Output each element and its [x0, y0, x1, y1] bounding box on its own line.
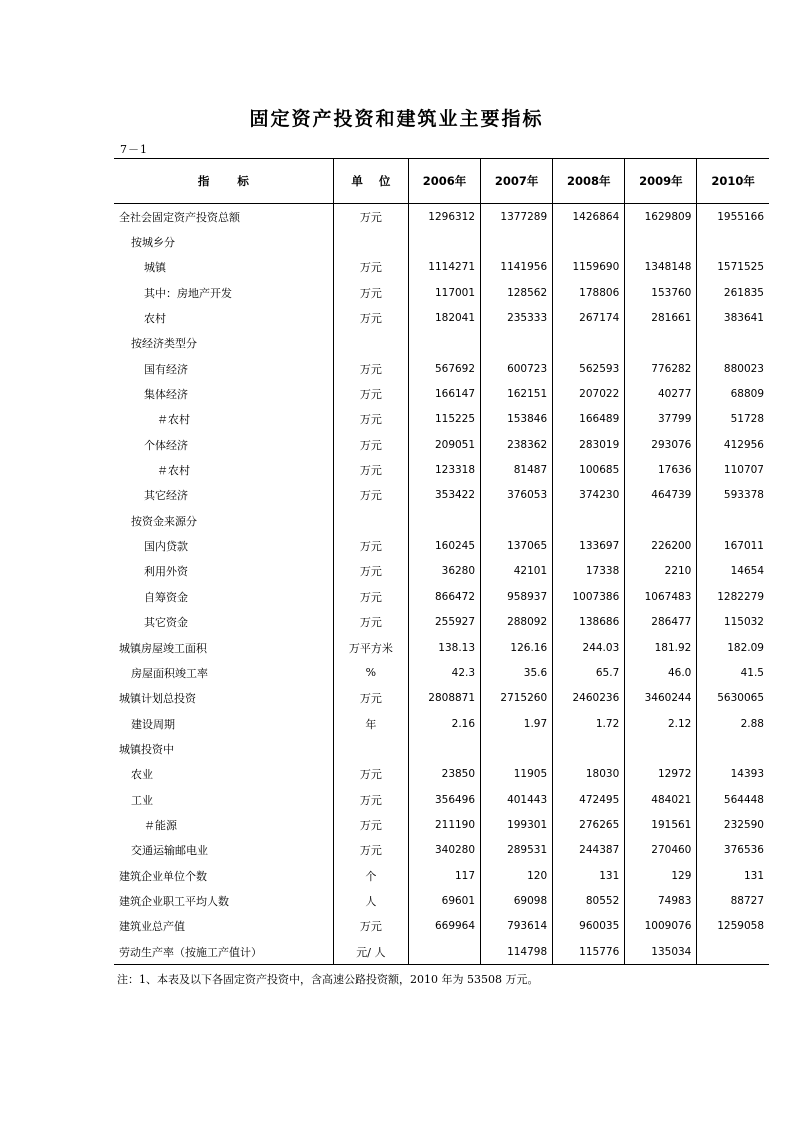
row-indicator: 工业	[131, 793, 153, 807]
table-row	[114, 939, 769, 965]
row-value	[553, 229, 625, 254]
row-value: 484021	[625, 787, 697, 812]
row-indicator: 国内贷款	[144, 540, 188, 554]
row-value: 74983	[625, 888, 697, 913]
row-unit	[333, 736, 408, 761]
table-row	[114, 584, 769, 609]
row-value: 199301	[481, 812, 553, 837]
row-value: 1009076	[625, 914, 697, 939]
header-year: 2006年	[408, 159, 480, 204]
header-year: 2008年	[553, 159, 625, 204]
row-indicator: 全社会固定资产投资总额	[119, 210, 240, 224]
row-value: 244.03	[553, 635, 625, 660]
row-value: 115776	[553, 939, 625, 965]
row-value: 14654	[697, 559, 769, 584]
row-value: 1007386	[553, 584, 625, 609]
header-year: 2007年	[481, 159, 553, 204]
table-row	[114, 229, 769, 254]
row-value	[697, 508, 769, 533]
row-unit: 万元	[333, 762, 408, 787]
row-value	[697, 331, 769, 356]
row-value: 135034	[625, 939, 697, 965]
row-value: 137065	[481, 533, 553, 558]
row-indicator: ＃农村	[157, 413, 190, 427]
row-value: 114798	[481, 939, 553, 965]
table-row	[114, 305, 769, 330]
row-value: 14393	[697, 762, 769, 787]
row-value: 2.12	[625, 711, 697, 736]
row-value: 5630065	[697, 686, 769, 711]
header-indicator: 指标	[114, 159, 333, 204]
row-unit: 万元	[333, 812, 408, 837]
row-value: 1282279	[697, 584, 769, 609]
row-value: 1296312	[408, 204, 480, 230]
row-value: 133697	[553, 533, 625, 558]
row-value: 68809	[697, 381, 769, 406]
table-header-row	[114, 159, 769, 204]
row-value: 126.16	[481, 635, 553, 660]
row-indicator: 自筹资金	[144, 590, 188, 604]
row-value	[481, 736, 553, 761]
row-value: 270460	[625, 838, 697, 863]
row-value: 160245	[408, 533, 480, 558]
row-value: 1067483	[625, 584, 697, 609]
row-value: 117	[408, 863, 480, 888]
row-value: 376536	[697, 838, 769, 863]
row-value: 261835	[697, 280, 769, 305]
row-value: 293076	[625, 432, 697, 457]
table-row	[114, 610, 769, 635]
table-row	[114, 559, 769, 584]
row-value: 41.5	[697, 660, 769, 685]
row-value: 3460244	[625, 686, 697, 711]
row-value: 167011	[697, 533, 769, 558]
row-value	[697, 939, 769, 965]
row-value: 793614	[481, 914, 553, 939]
row-indicator: 按城乡分	[131, 236, 175, 250]
row-unit: 万平方米	[333, 635, 408, 660]
row-value: 1259058	[697, 914, 769, 939]
row-value: 600723	[481, 356, 553, 381]
header-year: 2010年	[697, 159, 769, 204]
row-unit: 万元	[333, 914, 408, 939]
row-value: 182.09	[697, 635, 769, 660]
row-indicator: 城镇房屋竣工面积	[119, 641, 207, 655]
row-value: 376053	[481, 483, 553, 508]
row-value: 123318	[408, 457, 480, 482]
row-value: 464739	[625, 483, 697, 508]
row-value: 80552	[553, 888, 625, 913]
table-row	[114, 635, 769, 660]
row-unit: %	[333, 660, 408, 685]
row-value: 110707	[697, 457, 769, 482]
row-indicator: 其它经济	[144, 489, 188, 503]
row-unit: 万元	[333, 432, 408, 457]
row-indicator: 城镇计划总投资	[119, 692, 196, 706]
row-value	[553, 736, 625, 761]
row-value: 42101	[481, 559, 553, 584]
row-value: 69098	[481, 888, 553, 913]
row-value: 2.88	[697, 711, 769, 736]
row-unit: 万元	[333, 457, 408, 482]
row-unit: 万元	[333, 280, 408, 305]
row-indicator: 利用外资	[144, 565, 188, 579]
row-value	[697, 736, 769, 761]
table-row	[114, 660, 769, 685]
row-indicator: 国有经济	[144, 362, 188, 376]
header-unit: 单位	[333, 159, 408, 204]
row-value: 138.13	[408, 635, 480, 660]
table-row	[114, 255, 769, 280]
row-value: 776282	[625, 356, 697, 381]
row-value: 866472	[408, 584, 480, 609]
row-value: 129	[625, 863, 697, 888]
table-row	[114, 331, 769, 356]
table-row	[114, 457, 769, 482]
row-value: 2.16	[408, 711, 480, 736]
row-value: 1.97	[481, 711, 553, 736]
row-value: 153760	[625, 280, 697, 305]
row-unit: 万元	[333, 305, 408, 330]
row-value: 207022	[553, 381, 625, 406]
row-unit: 万元	[333, 255, 408, 280]
row-unit	[333, 331, 408, 356]
row-unit: 个	[333, 863, 408, 888]
stats-table	[114, 158, 769, 965]
table-row	[114, 533, 769, 558]
row-indicator: 城镇投资中	[119, 742, 174, 756]
row-value: 356496	[408, 787, 480, 812]
row-unit: 万元	[333, 381, 408, 406]
row-value	[408, 508, 480, 533]
row-value	[481, 508, 553, 533]
row-value: 1955166	[697, 204, 769, 230]
row-unit: 万元	[333, 584, 408, 609]
row-value: 562593	[553, 356, 625, 381]
row-value: 128562	[481, 280, 553, 305]
row-value: 1426864	[553, 204, 625, 230]
table-row	[114, 508, 769, 533]
table-row	[114, 432, 769, 457]
table-code: 7－1	[120, 143, 148, 156]
row-unit: 人	[333, 888, 408, 913]
row-value: 958937	[481, 584, 553, 609]
row-value: 401443	[481, 787, 553, 812]
row-value: 960035	[553, 914, 625, 939]
row-value: 120	[481, 863, 553, 888]
row-unit: 万元	[333, 686, 408, 711]
row-value	[553, 508, 625, 533]
row-value: 35.6	[481, 660, 553, 685]
row-value	[625, 229, 697, 254]
row-value: 412956	[697, 432, 769, 457]
row-value: 374230	[553, 483, 625, 508]
row-value: 18030	[553, 762, 625, 787]
row-indicator: ＃能源	[144, 818, 177, 832]
row-value: 238362	[481, 432, 553, 457]
row-indicator: 其中：房地产开发	[144, 286, 232, 300]
row-value: 11905	[481, 762, 553, 787]
row-value: 209051	[408, 432, 480, 457]
row-value: 340280	[408, 838, 480, 863]
table-row	[114, 381, 769, 406]
table-row	[114, 812, 769, 837]
row-value: 51728	[697, 407, 769, 432]
row-value: 131	[553, 863, 625, 888]
row-unit: 万元	[333, 610, 408, 635]
footnote: 注：1、本表及以下各固定资产投资中，含高速公路投资额，2010 年为 53508 万元。	[117, 973, 539, 986]
row-indicator: 其它资金	[144, 616, 188, 630]
row-value: 1.72	[553, 711, 625, 736]
row-value: 564448	[697, 787, 769, 812]
row-value: 353422	[408, 483, 480, 508]
row-indicator: 按经济类型分	[131, 337, 197, 351]
row-value: 1348148	[625, 255, 697, 280]
row-value: 286477	[625, 610, 697, 635]
row-indicator: 建筑企业职工平均人数	[119, 894, 229, 908]
row-value: 138686	[553, 610, 625, 635]
row-indicator: 城镇	[144, 261, 166, 275]
row-value: 1571525	[697, 255, 769, 280]
row-indicator: 按资金来源分	[131, 514, 197, 528]
row-value: 153846	[481, 407, 553, 432]
row-value: 17636	[625, 457, 697, 482]
row-unit: 万元	[333, 356, 408, 381]
row-value: 232590	[697, 812, 769, 837]
row-value	[408, 229, 480, 254]
table-row	[114, 838, 769, 863]
page-title: 固定资产投资和建筑业主要指标	[249, 108, 544, 130]
row-value: 17338	[553, 559, 625, 584]
row-value: 880023	[697, 356, 769, 381]
row-value: 40277	[625, 381, 697, 406]
row-indicator: ＃农村	[157, 464, 190, 478]
row-indicator: 交通运输邮电业	[131, 844, 208, 858]
row-indicator: 个体经济	[144, 438, 188, 452]
row-value: 669964	[408, 914, 480, 939]
row-value: 1141956	[481, 255, 553, 280]
row-value	[625, 331, 697, 356]
row-value: 182041	[408, 305, 480, 330]
row-value: 12972	[625, 762, 697, 787]
row-value: 244387	[553, 838, 625, 863]
table-row	[114, 204, 769, 230]
row-indicator: 建筑企业单位个数	[119, 869, 207, 883]
row-value: 1159690	[553, 255, 625, 280]
row-unit: 万元	[333, 787, 408, 812]
row-indicator: 房屋面积竣工率	[131, 666, 208, 680]
header-year: 2009年	[625, 159, 697, 204]
row-value: 42.3	[408, 660, 480, 685]
row-value: 288092	[481, 610, 553, 635]
row-value: 162151	[481, 381, 553, 406]
row-value: 117001	[408, 280, 480, 305]
row-value: 383641	[697, 305, 769, 330]
row-value: 191561	[625, 812, 697, 837]
row-unit: 元/ 人	[333, 939, 408, 965]
row-value: 2715260	[481, 686, 553, 711]
row-value: 100685	[553, 457, 625, 482]
row-value	[408, 331, 480, 356]
row-value: 88727	[697, 888, 769, 913]
row-value	[408, 736, 480, 761]
row-value: 567692	[408, 356, 480, 381]
row-value	[625, 736, 697, 761]
row-value: 289531	[481, 838, 553, 863]
table-row	[114, 711, 769, 736]
row-value: 178806	[553, 280, 625, 305]
row-value: 37799	[625, 407, 697, 432]
row-value	[481, 229, 553, 254]
row-value: 1377289	[481, 204, 553, 230]
row-value: 1114271	[408, 255, 480, 280]
table-row	[114, 736, 769, 761]
row-unit: 年	[333, 711, 408, 736]
row-indicator: 建筑业总产值	[119, 920, 185, 934]
row-value: 131	[697, 863, 769, 888]
table-row	[114, 787, 769, 812]
row-value: 2808871	[408, 686, 480, 711]
row-value: 115032	[697, 610, 769, 635]
row-value	[625, 508, 697, 533]
row-value: 593378	[697, 483, 769, 508]
row-indicator: 农村	[144, 312, 166, 326]
row-value: 2460236	[553, 686, 625, 711]
row-unit: 万元	[333, 407, 408, 432]
row-indicator: 农业	[131, 768, 153, 782]
row-value: 281661	[625, 305, 697, 330]
row-indicator: 建设周期	[131, 717, 175, 731]
row-unit: 万元	[333, 838, 408, 863]
table-row	[114, 686, 769, 711]
row-value: 472495	[553, 787, 625, 812]
row-value: 46.0	[625, 660, 697, 685]
row-value	[408, 939, 480, 965]
table-row	[114, 914, 769, 939]
row-value: 65.7	[553, 660, 625, 685]
table-row	[114, 280, 769, 305]
row-unit: 万元	[333, 204, 408, 230]
row-value: 276265	[553, 812, 625, 837]
row-unit: 万元	[333, 559, 408, 584]
row-value	[553, 331, 625, 356]
row-value: 1629809	[625, 204, 697, 230]
row-value: 36280	[408, 559, 480, 584]
table-row	[114, 407, 769, 432]
table-row	[114, 888, 769, 913]
row-value: 226200	[625, 533, 697, 558]
row-value: 166489	[553, 407, 625, 432]
row-unit: 万元	[333, 533, 408, 558]
table-row	[114, 762, 769, 787]
row-value: 181.92	[625, 635, 697, 660]
row-value: 69601	[408, 888, 480, 913]
row-value: 23850	[408, 762, 480, 787]
row-unit: 万元	[333, 483, 408, 508]
table-row	[114, 483, 769, 508]
row-value: 283019	[553, 432, 625, 457]
row-value: 211190	[408, 812, 480, 837]
row-value: 255927	[408, 610, 480, 635]
row-value: 2210	[625, 559, 697, 584]
row-indicator: 劳动生产率（按施工产值计）	[114, 939, 333, 965]
row-unit	[333, 508, 408, 533]
row-value: 235333	[481, 305, 553, 330]
row-value	[481, 331, 553, 356]
row-value	[697, 229, 769, 254]
row-value: 115225	[408, 407, 480, 432]
row-value: 267174	[553, 305, 625, 330]
table-row	[114, 356, 769, 381]
row-value: 166147	[408, 381, 480, 406]
row-value: 81487	[481, 457, 553, 482]
table-row	[114, 863, 769, 888]
row-indicator: 集体经济	[144, 388, 188, 402]
row-unit	[333, 229, 408, 254]
